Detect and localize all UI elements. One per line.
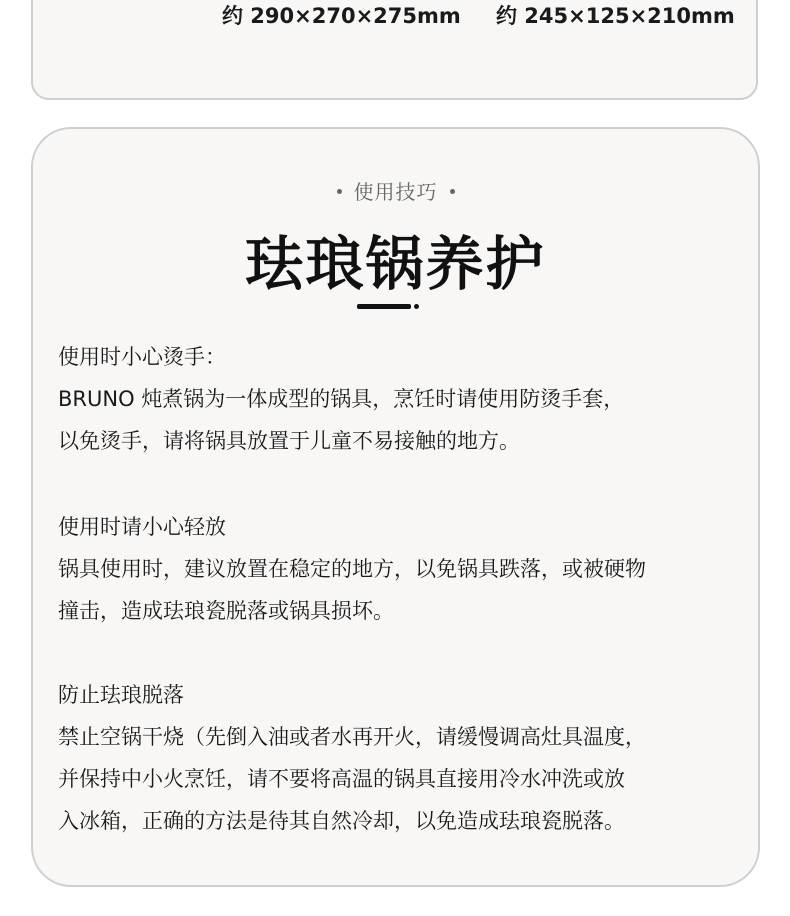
- section-title: 珐琅锅养护: [245, 230, 546, 298]
- dot-icon: [337, 189, 342, 194]
- tip-line: 禁止空锅干烧（先倒入油或者水再开火，请缓慢调高灶具温度，: [58, 725, 646, 749]
- tip-line: 撞击，造成珐琅瓷脱落或锅具损坏。: [58, 599, 394, 623]
- tip-line: BRUNO 炖煮锅为一体成型的锅具，烹饪时请使用防烫手套，: [58, 387, 625, 411]
- tip-heading: 使用时请小心轻放: [58, 515, 226, 539]
- section-subtitle-text: 使用技巧: [353, 180, 438, 204]
- tip-line: 并保持中小火烹饪，请不要将高温的锅具直接用冷水冲洗或放: [58, 767, 625, 791]
- title-underline-dot: [414, 304, 419, 309]
- dot-icon: [450, 189, 455, 194]
- section-subtitle: [33, 176, 758, 205]
- tip-line: 以免烫手，请将锅具放置于儿童不易接触的地方。: [58, 429, 520, 453]
- tip-heading: 防止珐琅脱落: [58, 683, 184, 707]
- tip-heading: 使用时小心烫手：: [58, 345, 226, 369]
- tip-gentle-placement: [58, 506, 748, 632]
- tip-enamel-protection: [58, 674, 748, 842]
- tip-hot-handling: [58, 336, 748, 462]
- tip-line: 锅具使用时，建议放置在稳定的地方，以免锅具跌落，或被硬物: [58, 557, 646, 581]
- spec-value: 约 290×270×275mm: [222, 4, 461, 28]
- care-tips-card: [31, 127, 760, 887]
- tip-line: 入冰箱，正确的方法是待其自然冷却，以免造成珐琅瓷脱落。: [58, 809, 625, 833]
- specs-card: [31, 0, 758, 100]
- title-underline: [357, 304, 411, 309]
- spec-value: 约 245×125×210mm: [496, 4, 735, 28]
